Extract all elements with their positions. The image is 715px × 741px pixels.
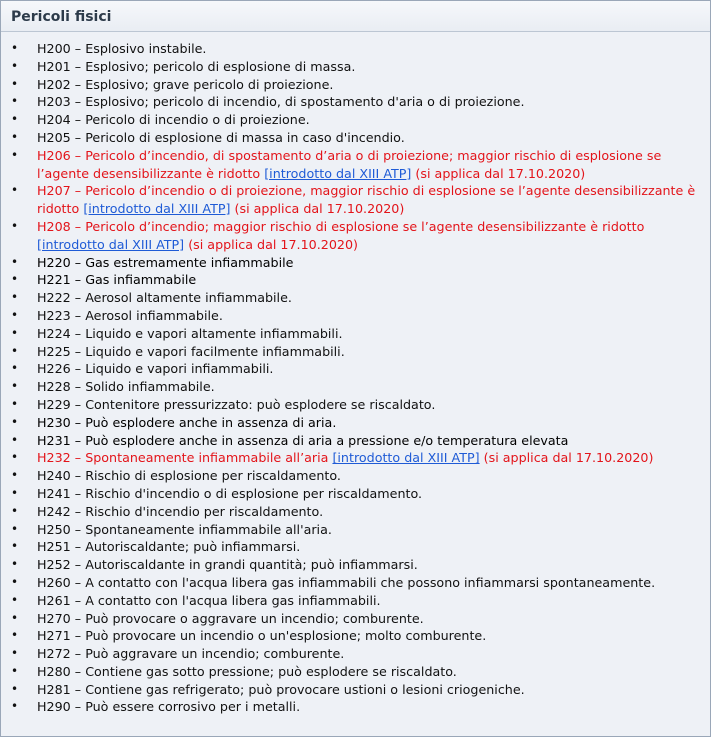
hazard-description: Pericolo d’incendio; maggior rischio di esplosione se l’agente desensibilizzante è ridotto xyxy=(85,218,645,234)
hazard-code: H204 xyxy=(37,112,71,128)
hazard-item-h201 xyxy=(1,58,710,76)
hazard-item-h281 xyxy=(1,681,710,699)
hazard-code: H231 xyxy=(37,432,71,448)
hazard-code: H226 xyxy=(37,361,71,377)
hazard-item-h202 xyxy=(1,76,710,94)
code-separator: – xyxy=(70,503,86,519)
code-separator: – xyxy=(70,681,86,697)
hazard-description: Può essere corrosivo per i metalli. xyxy=(85,699,301,715)
code-separator: – xyxy=(70,414,86,430)
hazard-description: Può aggravare un incendio; comburente. xyxy=(85,646,345,662)
hazard-item-h225 xyxy=(1,343,710,361)
hazard-item-h226 xyxy=(1,360,710,378)
hazard-item-h242 xyxy=(1,503,710,521)
code-separator: – xyxy=(70,646,86,662)
hazard-description: Esplosivo instabile. xyxy=(85,41,207,56)
hazard-item-h207 xyxy=(1,182,710,218)
hazard-code: H202 xyxy=(37,76,71,92)
hazard-description: Esplosivo; pericolo di esplosione di massa. xyxy=(85,58,356,74)
code-separator: – xyxy=(70,254,86,270)
hazard-code: H220 xyxy=(37,254,71,270)
code-separator: – xyxy=(70,129,86,145)
hazard-description: Pericolo d’incendio, di spostamento d’aria o di proiezione; maggior rischio di esplosione se l’agente desensibilizzante è ridotto xyxy=(37,147,662,181)
hazard-item-h260 xyxy=(1,574,710,592)
hazard-description: Liquido e vapori altamente infiammabili. xyxy=(85,325,343,341)
code-separator: – xyxy=(70,41,86,56)
hazard-item-h280 xyxy=(1,663,710,681)
hazard-item-h229 xyxy=(1,396,710,414)
hazard-code: H241 xyxy=(37,485,71,501)
hazard-code: H208 xyxy=(37,218,71,234)
hazard-description: Aerosol altamente infiammabile. xyxy=(85,290,292,306)
hazard-description: Spontaneamente infiammabile all’aria xyxy=(85,450,329,466)
hazard-item-h261 xyxy=(1,592,710,610)
hazard-item-h232 xyxy=(1,449,710,467)
hazard-description: Contiene gas sotto pressione; può esplodere se riscaldato. xyxy=(85,663,457,679)
hazard-item-h203 xyxy=(1,93,710,111)
hazard-code: H251 xyxy=(37,539,71,555)
code-separator: – xyxy=(70,485,86,501)
hazard-description: Autoriscaldante in grandi quantità; può infiammarsi. xyxy=(85,557,418,573)
code-separator: – xyxy=(70,610,86,626)
hazard-description: A contatto con l'acqua libera gas infiammabili che possono infiammarsi spontaneamente. xyxy=(85,574,656,590)
hazard-code: H205 xyxy=(37,129,71,145)
hazard-code: H228 xyxy=(37,379,71,395)
code-separator: – xyxy=(70,592,86,608)
panel-title: Pericoli fisici xyxy=(11,9,112,25)
hazard-code: H201 xyxy=(37,58,71,74)
hazard-code: H250 xyxy=(37,521,71,537)
panel-header xyxy=(1,1,710,32)
atp-link[interactable]: [introdotto dal XIII ATP] xyxy=(264,165,412,181)
hazard-item-h252 xyxy=(1,556,710,574)
hazard-item-h208 xyxy=(1,218,710,254)
code-separator: – xyxy=(70,307,86,323)
hazard-description: Pericolo d’incendio o di proiezione, maggior rischio di esplosione se l’agente desensibilizzante è ridotto xyxy=(37,183,696,217)
code-separator: – xyxy=(70,468,86,484)
hazard-item-h206 xyxy=(1,147,710,183)
code-separator: – xyxy=(70,112,86,128)
code-separator: – xyxy=(70,450,86,466)
atp-link[interactable]: [introdotto dal XIII ATP] xyxy=(332,450,480,466)
applies-from-note: (si applica dal 17.10.2020) xyxy=(483,450,654,466)
code-separator: – xyxy=(70,574,86,590)
atp-link[interactable]: [introdotto dal XIII ATP] xyxy=(37,236,185,252)
hazard-description: Esplosivo; grave pericolo di proiezione. xyxy=(85,76,334,92)
hazard-item-h224 xyxy=(1,325,710,343)
hazard-description: Contiene gas refrigerato; può provocare ustioni o lesioni criogeniche. xyxy=(85,681,525,697)
hazard-code: H280 xyxy=(37,663,71,679)
hazard-item-h251 xyxy=(1,538,710,556)
hazard-item-h241 xyxy=(1,485,710,503)
hazard-code: H242 xyxy=(37,503,71,519)
hazard-item-h204 xyxy=(1,111,710,129)
hazard-description: Rischio d'incendio o di esplosione per riscaldamento. xyxy=(85,485,423,501)
hazard-item-h223 xyxy=(1,307,710,325)
code-separator: – xyxy=(70,183,86,199)
code-separator: – xyxy=(70,76,86,92)
hazard-description: Gas estremamente infiammabile xyxy=(85,254,294,270)
code-separator: – xyxy=(70,343,86,359)
hazard-code: H222 xyxy=(37,290,71,306)
hazard-description: A contatto con l'acqua libera gas infiammabili. xyxy=(85,592,381,608)
hazard-code: H290 xyxy=(37,699,71,715)
hazard-item-h231 xyxy=(1,432,710,450)
hazard-description: Rischio di esplosione per riscaldamento. xyxy=(85,468,341,484)
hazard-item-h271 xyxy=(1,627,710,645)
hazard-description: Pericolo di incendio o di proiezione. xyxy=(85,112,310,128)
code-separator: – xyxy=(70,379,86,395)
hazard-description: Esplosivo; pericolo di incendio, di spostamento d'aria o di proiezione. xyxy=(85,94,525,110)
hazard-description: Liquido e vapori infiammabili. xyxy=(85,361,274,377)
hazard-code: H261 xyxy=(37,592,71,608)
code-separator: – xyxy=(70,521,86,537)
hazard-code: H203 xyxy=(37,94,71,110)
hazard-description: Aerosol infiammabile. xyxy=(85,307,223,323)
hazard-code: H272 xyxy=(37,646,71,662)
hazard-item-h270 xyxy=(1,610,710,628)
hazard-code: H225 xyxy=(37,343,71,359)
hazard-item-h272 xyxy=(1,645,710,663)
code-separator: – xyxy=(70,361,86,377)
code-separator: – xyxy=(70,272,86,288)
hazard-item-h200 xyxy=(1,40,710,58)
hazard-code: H229 xyxy=(37,396,71,412)
hazard-code: H240 xyxy=(37,468,71,484)
hazard-item-h221 xyxy=(1,271,710,289)
atp-link[interactable]: [introdotto dal XIII ATP] xyxy=(83,201,231,217)
hazard-statement-list xyxy=(1,32,710,716)
hazard-code: H223 xyxy=(37,307,71,323)
code-separator: – xyxy=(70,699,86,715)
hazard-code: H230 xyxy=(37,414,71,430)
applies-from-note: (si applica dal 17.10.2020) xyxy=(415,165,586,181)
hazard-description: Solido infiammabile. xyxy=(85,379,215,395)
code-separator: – xyxy=(70,539,86,555)
code-separator: – xyxy=(70,58,86,74)
hazard-description: Contenitore pressurizzato: può esplodere se riscaldato. xyxy=(85,396,436,412)
code-separator: – xyxy=(70,396,86,412)
hazard-item-h222 xyxy=(1,289,710,307)
hazard-item-h228 xyxy=(1,378,710,396)
hazard-description: Autoriscaldante; può infiammarsi. xyxy=(85,539,301,555)
hazard-description: Può esplodere anche in assenza di aria. xyxy=(85,414,337,430)
code-separator: – xyxy=(70,147,86,163)
hazard-description: Gas infiammabile xyxy=(85,272,197,288)
hazard-code: H271 xyxy=(37,628,71,644)
hazard-description: Può esplodere anche in assenza di aria a pressione e/o temperatura elevata xyxy=(85,432,569,448)
code-separator: – xyxy=(70,218,86,234)
hazard-description: Rischio d'incendio per riscaldamento. xyxy=(85,503,324,519)
hazard-code: H252 xyxy=(37,557,71,573)
hazard-code: H221 xyxy=(37,272,71,288)
hazard-description: Può provocare un incendio o un'esplosione; molto comburente. xyxy=(85,628,487,644)
hazard-code: H260 xyxy=(37,574,71,590)
hazard-code: H281 xyxy=(37,681,71,697)
hazard-code: H224 xyxy=(37,325,71,341)
hazard-description: Spontaneamente infiammabile all'aria. xyxy=(85,521,332,537)
hazard-code: H207 xyxy=(37,183,71,199)
code-separator: – xyxy=(70,94,86,110)
hazard-description: Pericolo di esplosione di massa in caso d'incendio. xyxy=(85,129,405,145)
code-separator: – xyxy=(70,432,86,448)
hazard-code: H206 xyxy=(37,147,71,163)
hazard-item-h205 xyxy=(1,129,710,147)
hazard-item-h250 xyxy=(1,521,710,539)
applies-from-note: (si applica dal 17.10.2020) xyxy=(234,201,405,217)
hazard-item-h290 xyxy=(1,698,710,716)
hazard-code: H270 xyxy=(37,610,71,626)
code-separator: – xyxy=(70,628,86,644)
hazard-description: Liquido e vapori facilmente infiammabili. xyxy=(85,343,345,359)
hazard-description: Può provocare o aggravare un incendio; comburente. xyxy=(85,610,424,626)
hazard-code: H232 xyxy=(37,450,71,466)
hazard-code: H200 xyxy=(37,41,71,56)
hazard-item-h220 xyxy=(1,254,710,272)
code-separator: – xyxy=(70,557,86,573)
applies-from-note: (si applica dal 17.10.2020) xyxy=(188,236,359,252)
hazard-item-h240 xyxy=(1,467,710,485)
code-separator: – xyxy=(70,663,86,679)
hazard-item-h230 xyxy=(1,414,710,432)
code-separator: – xyxy=(70,290,86,306)
code-separator: – xyxy=(70,325,86,341)
